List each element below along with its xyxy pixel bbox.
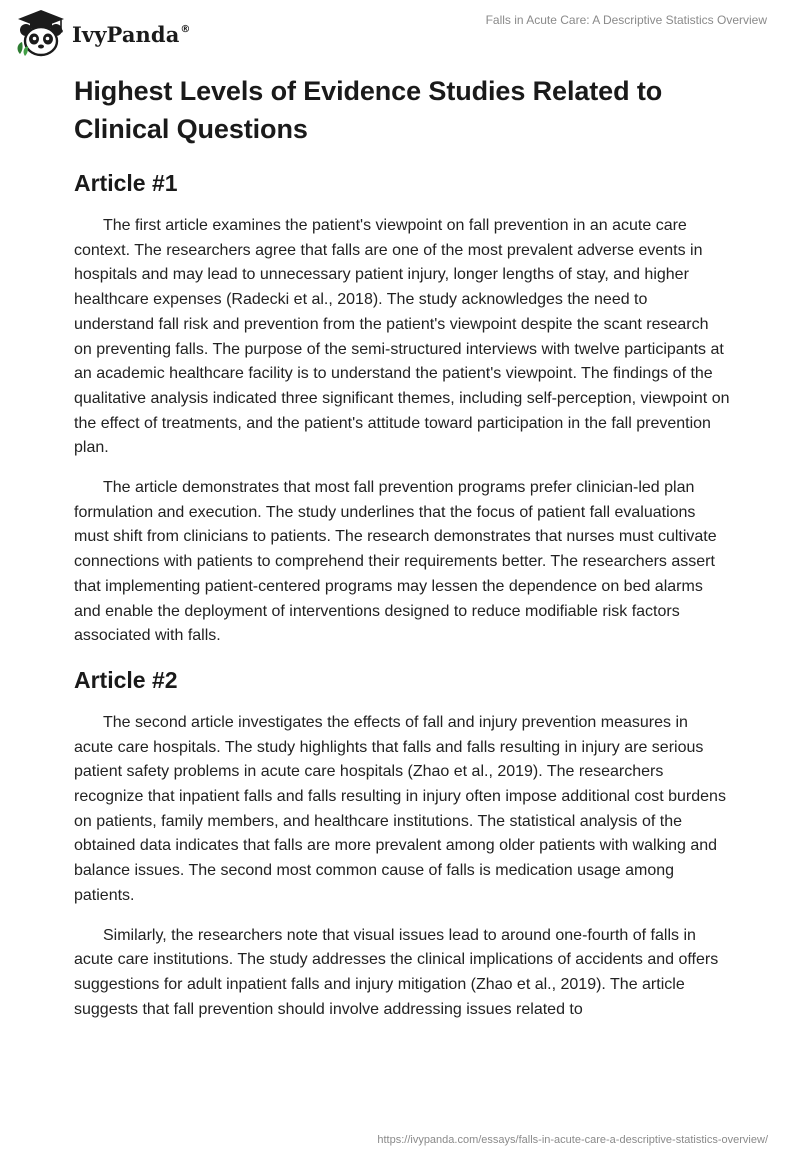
page-heading: Highest Levels of Evidence Studies Related to Clinical Questions bbox=[74, 76, 663, 144]
brand-name: IvyPanda® bbox=[72, 21, 191, 47]
brand-logo[interactable] bbox=[14, 8, 191, 58]
panda-graduate-icon bbox=[14, 8, 68, 58]
article-2-paragraph-1: The second article investigates the effects of fall and injury prevention measures in acute care hospitals. The study highlights that falls and falls resulting in injury are serious patient safety problems in acute care hospitals (Zhao et al., 2019). The researchers recognize that inpatient falls and falls resulting in injury often impose additional cost burdens on patients, family members, and healthcare institutions. The statistical analysis of the obtained data indicates that falls are more prevalent among older patients with walking and balance issues. The second most common cause of falls is medication usage among patients. bbox=[74, 713, 726, 904]
footer-source-url[interactable]: https://ivypanda.com/essays/falls-in-acute-care-a-descriptive-statistics-overview/ bbox=[377, 1134, 768, 1146]
article-1-paragraph-2: The article demonstrates that most fall prevention programs prefer clinician-led plan formulation and execution. The study underlines that the focus of patient fall evaluations must shift from clinicians to patients. The research demonstrates that nurses must cultivate connections with patients to comprehend their requirements better. The researchers assert that implementing patient-centered programs may lessen the dependence on bed alarms and enable the deployment of interventions designed to reduce modifiable risk factors associated with falls. bbox=[74, 479, 717, 645]
essay-body bbox=[74, 72, 730, 1037]
article-2-paragraph-2: Similarly, the researchers note that visual issues lead to around one-fourth of falls in acute care institutions. The study addresses the clinical implications of accidents and offers suggestions for adult inpatient falls and injury mitigation (Zhao et al., 2019). The article suggests that fall prevention should involve addressing issues related to bbox=[74, 926, 719, 1018]
article-1-title: Article #1 bbox=[74, 170, 178, 196]
registered-mark: ® bbox=[180, 23, 191, 35]
page-header bbox=[0, 0, 800, 62]
document-title: Falls in Acute Care: A Descriptive Statistics Overview bbox=[485, 13, 767, 27]
article-2-title: Article #2 bbox=[74, 666, 178, 693]
article-1-paragraph-1: The first article examines the patient's viewpoint on fall prevention in an acute care context. The researchers agree that falls are one of the most prevalent adverse events in hospitals and may lead to unnecessary patient injury, longer lengths of stay, and higher healthcare expenses (Radecki et al., 2018). The study acknowledges the need to understand fall risk and prevention from the patient's viewpoint despite the scant research on preventing falls. The purpose of the semi-structured interviews with twelve participants at an academic healthcare facility is to understand the patient's viewpoint. The findings of the qualitative analysis indicated three significant themes, including self-perception, viewpoint on the effect of treatments, and the patient's attitude toward participation in the fall prevention plan. bbox=[74, 217, 730, 457]
